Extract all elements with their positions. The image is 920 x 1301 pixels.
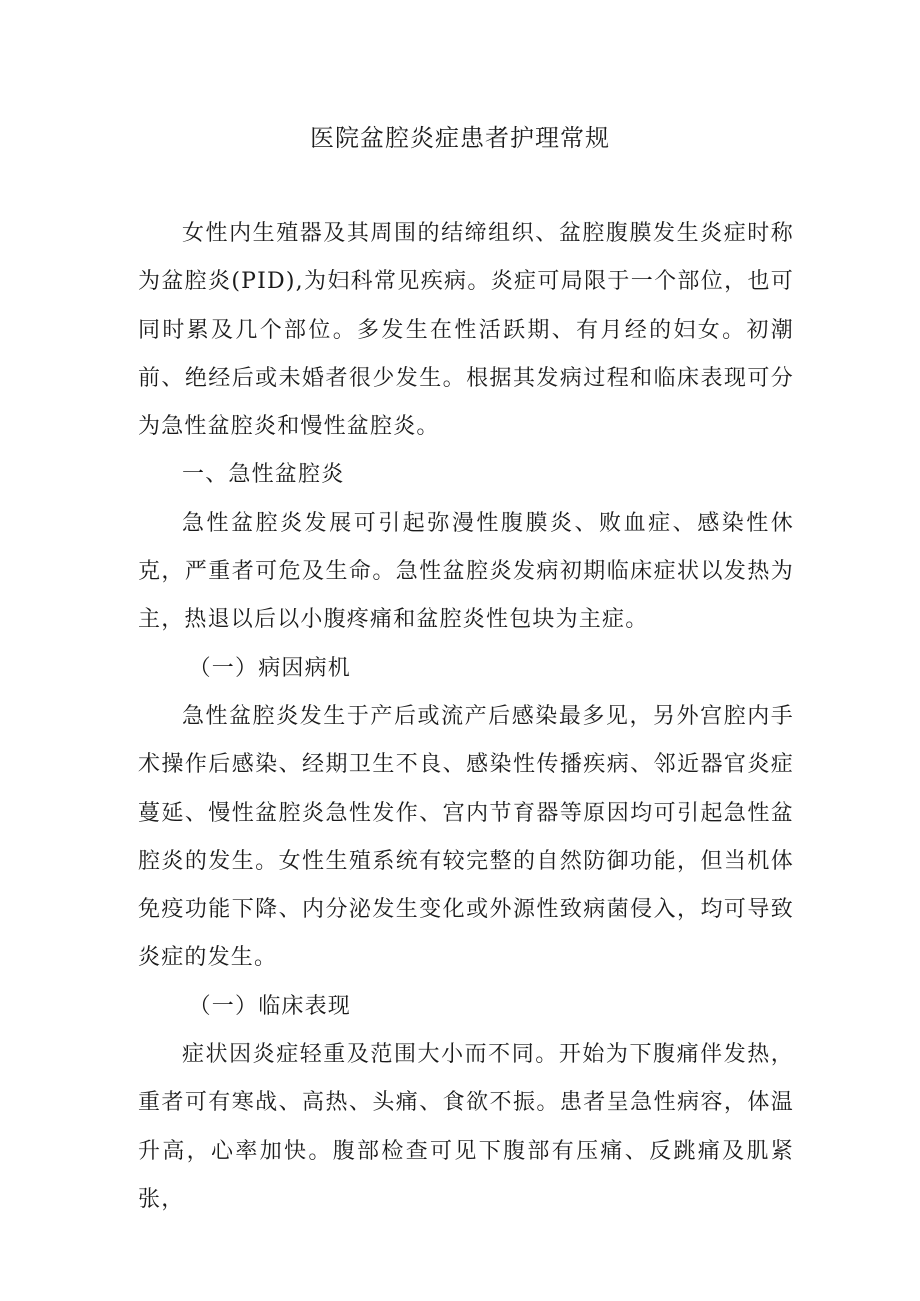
subheading-etiology: （一）病因病机 xyxy=(188,655,351,681)
subheading-clinical-manifestation: （一）临床表现 xyxy=(188,993,351,1019)
intro-paragraph: 女性内生殖器及其周围的结缔组织、盆腔腹膜发生炎症时称为盆腔炎(PID),为妇科常见疾病。炎症可局限于一个部位，也可同时累及几个部位。多发生在性活跃期、有月经的妇女。初潮前、绝经后或未婚者很少发生。根据其发病过程和临床表现可分为急性盆腔炎和慢性盆腔炎。 xyxy=(138,221,794,440)
document-title: 医院盆腔炎症患者护理常规 xyxy=(310,124,610,152)
document-body xyxy=(138,210,794,1224)
acute-pid-paragraph: 急性盆腔炎发展可引起弥漫性腹膜炎、败血症、感染性休克，严重者可危及生命。急性盆腔炎发病初期临床症状以发热为主，热退以后以小腹疼痛和盆腔炎性包块为主症。 xyxy=(138,510,794,633)
etiology-paragraph: 急性盆腔炎发生于产后或流产后感染最多见，另外宫腔内手术操作后感染、经期卫生不良、感染性传播疾病、邻近器官炎症蔓延、慢性盆腔炎急性发作、宫内节育器等原因均可引起急性盆腔炎的发生。女性生殖系统有较完整的自然防御功能，但当机体免疫功能下降、内分泌发生变化或外源性致病菌侵入，均可导致炎症的发生。 xyxy=(138,703,794,971)
clinical-manifestation-paragraph: 症状因炎症轻重及范围大小而不同。开始为下腹痛伴发热，重者可有寒战、高热、头痛、食欲不振。患者呈急性病容，体温升高，心率加快。腹部检查可见下腹部有压痛、反跳痛及肌紧张， xyxy=(138,1042,794,1212)
section-heading-acute-pid: 一、急性盆腔炎 xyxy=(182,462,345,488)
